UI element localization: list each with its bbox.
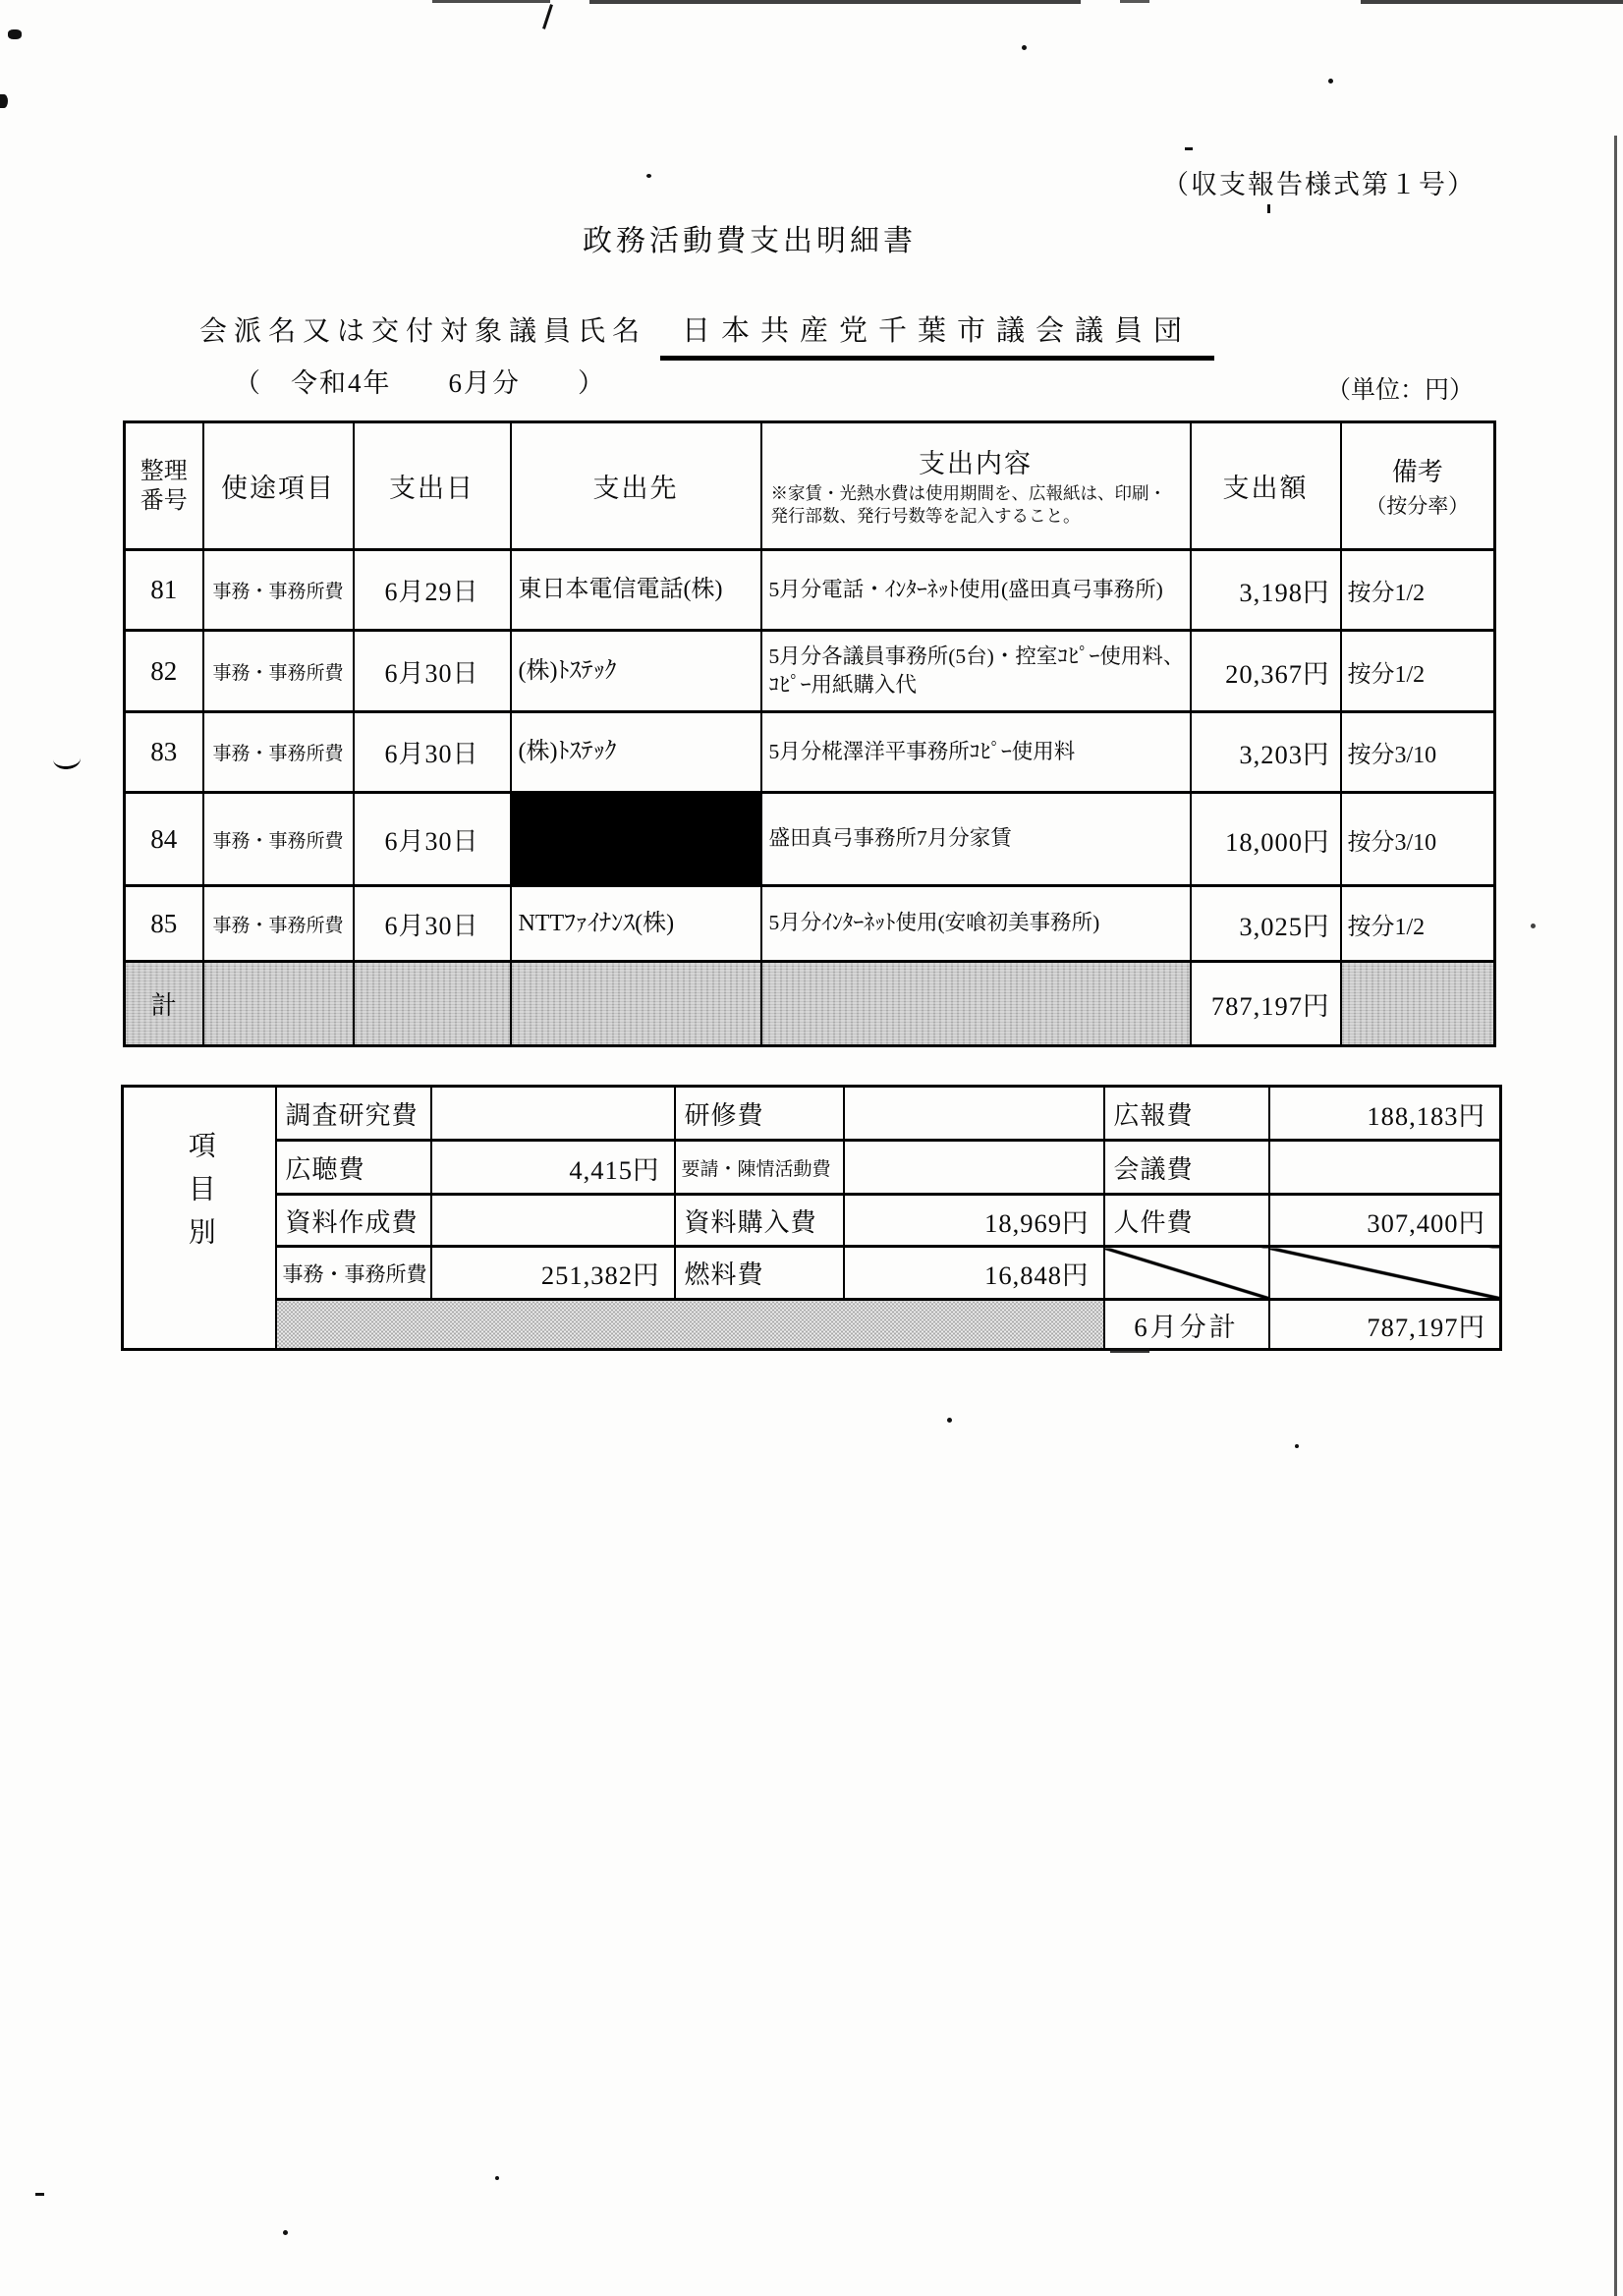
scan-speck: [35, 2193, 44, 2196]
scan-speck: [589, 0, 1081, 4]
row-amount: 20,367円: [1191, 631, 1341, 712]
remarks-subtitle: （按分率）: [1366, 494, 1470, 518]
row-amount: 3,198円: [1191, 550, 1341, 631]
col-header-amount: 支出額: [1191, 422, 1341, 550]
remarks-title: 備考: [1391, 458, 1443, 486]
scan-speck: [283, 2230, 288, 2235]
scan-speck: [1120, 0, 1149, 3]
subtotal-amount: 787,197円: [1269, 1300, 1501, 1350]
category-label: 燃料費: [675, 1247, 844, 1300]
category-row: [123, 1141, 1501, 1195]
total-label: 計: [125, 962, 203, 1046]
faction-label: 会派名又は交付対象議員氏名: [199, 316, 647, 347]
category-value: [1269, 1141, 1501, 1195]
col-header-remarks: [1341, 422, 1495, 550]
shaded-cell: [203, 962, 354, 1046]
diagonal-cell: [1269, 1247, 1501, 1300]
row-category: 事務・事務所費: [203, 550, 354, 631]
row-description: 5月分電話・ｲﾝﾀｰﾈｯﾄ使用(盛田真弓事務所): [761, 550, 1191, 631]
row-date: 6月30日: [354, 631, 511, 712]
row-no: 85: [125, 886, 203, 962]
category-value: 16,848円: [844, 1247, 1104, 1300]
redacted-payee: [511, 793, 761, 886]
scan-speck: [1361, 0, 1623, 4]
shaded-cell: [511, 962, 761, 1046]
unit-label: （単位：円）: [1326, 377, 1475, 404]
row-no: 81: [125, 550, 203, 631]
row-category: 事務・事務所費: [203, 886, 354, 962]
shaded-cell: [354, 962, 511, 1046]
category-value: 18,969円: [844, 1195, 1104, 1247]
scan-speck: [1328, 79, 1333, 84]
category-label: 資料作成費: [276, 1195, 431, 1247]
row-amount: 3,203円: [1191, 712, 1341, 793]
category-summary-table: [121, 1085, 1502, 1351]
category-label: 広聴費: [276, 1141, 431, 1195]
row-payee: 東日本電信電話(株): [511, 550, 761, 631]
category-label: 資料購入費: [675, 1195, 844, 1247]
row-amount: 3,025円: [1191, 886, 1341, 962]
category-value: 188,183円: [1269, 1087, 1501, 1141]
row-category: 事務・事務所費: [203, 712, 354, 793]
category-row: [123, 1087, 1501, 1141]
row-amount: 18,000円: [1191, 793, 1341, 886]
scan-speck: [8, 29, 22, 39]
row-description: 5月分各議員事務所(5台)・控室ｺﾋﾟｰ使用料、ｺﾋﾟｰ用紙購入代: [761, 631, 1191, 712]
row-no: 83: [125, 712, 203, 793]
table-row: [125, 631, 1495, 712]
category-value: 307,400円: [1269, 1195, 1501, 1247]
row-no: 82: [125, 631, 203, 712]
scan-speck: [947, 1418, 952, 1423]
row-remarks: 按分1/2: [1341, 886, 1495, 962]
row-description: 盛田真弓事務所7月分家賃: [761, 793, 1191, 886]
category-label: 広報費: [1104, 1087, 1269, 1141]
shaded-cell: [1341, 962, 1495, 1046]
row-description: 5月分ｲﾝﾀｰﾈｯﾄ使用(安喰初美事務所): [761, 886, 1191, 962]
row-payee: (株)ﾄｽﾃｯｸ: [511, 631, 761, 712]
scan-speck: [1267, 204, 1270, 213]
col-header-description: [761, 422, 1191, 550]
period-label: （ 令和4年 6月分 ）: [234, 368, 606, 398]
col-header-date: 支出日: [354, 422, 511, 550]
category-value: [844, 1141, 1104, 1195]
description-note: ※家賃・光熱水費は使用期間を、広報紙は、印刷・発行部数、発行号数等を記入すること。: [770, 483, 1166, 526]
form-number: （収支報告様式第１号）: [1162, 170, 1476, 199]
faction-name: 日本共産党千葉市議会議員団: [660, 308, 1214, 361]
row-description: 5月分椛澤洋平事務所ｺﾋﾟｰ使用料: [761, 712, 1191, 793]
category-value: 4,415円: [431, 1141, 675, 1195]
row-remarks: 按分1/2: [1341, 550, 1495, 631]
shaded-cell: [761, 962, 1191, 1046]
row-no: 84: [125, 793, 203, 886]
row-date: 6月30日: [354, 886, 511, 962]
table-row: [125, 550, 1495, 631]
category-row-header-text: 項目別: [184, 1131, 215, 1260]
table-row: [125, 712, 1495, 793]
col-header-payee: 支出先: [511, 422, 761, 550]
category-value: [844, 1087, 1104, 1141]
scan-speck: [1185, 147, 1193, 150]
faction-line: [199, 308, 1214, 361]
scan-speck: [1531, 924, 1536, 928]
category-value: 251,382円: [431, 1247, 675, 1300]
scan-speck: [495, 2176, 499, 2180]
col-header-seq-no: 整理番号: [125, 422, 203, 550]
category-label: 調査研究費: [276, 1087, 431, 1141]
description-title: 支出内容: [919, 449, 1033, 479]
scan-speck: [432, 0, 550, 3]
table-row: [125, 793, 1495, 886]
scan-speck: [1022, 45, 1027, 50]
row-date: 6月29日: [354, 550, 511, 631]
scan-speck: [1110, 1348, 1149, 1353]
category-label: 人件費: [1104, 1195, 1269, 1247]
category-row-header: [123, 1087, 276, 1350]
subtotal-row: [123, 1300, 1501, 1350]
row-payee: (株)ﾄｽﾃｯｸ: [511, 712, 761, 793]
subtotal-label: 6月分計: [1104, 1300, 1269, 1350]
row-remarks: 按分3/10: [1341, 712, 1495, 793]
table-row: [125, 886, 1495, 962]
row-payee: NTTﾌｧｲﾅﾝｽ(株): [511, 886, 761, 962]
scan-speck: [646, 174, 651, 178]
total-row: [125, 962, 1495, 1046]
total-amount: 787,197円: [1191, 962, 1341, 1046]
row-remarks: 按分1/2: [1341, 631, 1495, 712]
category-label: 会議費: [1104, 1141, 1269, 1195]
diagonal-cell: [1104, 1247, 1269, 1300]
row-remarks: 按分3/10: [1341, 793, 1495, 886]
category-row: [123, 1247, 1501, 1300]
row-category: 事務・事務所費: [203, 793, 354, 886]
category-label: 研修費: [675, 1087, 844, 1141]
scan-speck: [0, 94, 8, 108]
category-value: [431, 1087, 675, 1141]
expense-table: [123, 420, 1496, 1047]
handwritten-check-mark: [52, 748, 81, 770]
expense-table-header-row: [125, 422, 1495, 550]
row-date: 6月30日: [354, 793, 511, 886]
category-label: 事務・事務所費: [276, 1247, 431, 1300]
page-title: 政務活動費支出明細書: [583, 225, 917, 257]
row-date: 6月30日: [354, 712, 511, 793]
scan-speck: [542, 4, 553, 29]
category-row: [123, 1195, 1501, 1247]
shaded-cell: [276, 1300, 1104, 1350]
category-label: 要請・陳情活動費: [675, 1141, 844, 1195]
category-value: [431, 1195, 675, 1247]
col-header-category: 使途項目: [203, 422, 354, 550]
scan-speck: [1295, 1444, 1299, 1448]
row-category: 事務・事務所費: [203, 631, 354, 712]
scan-edge-line: [1614, 136, 1617, 2296]
